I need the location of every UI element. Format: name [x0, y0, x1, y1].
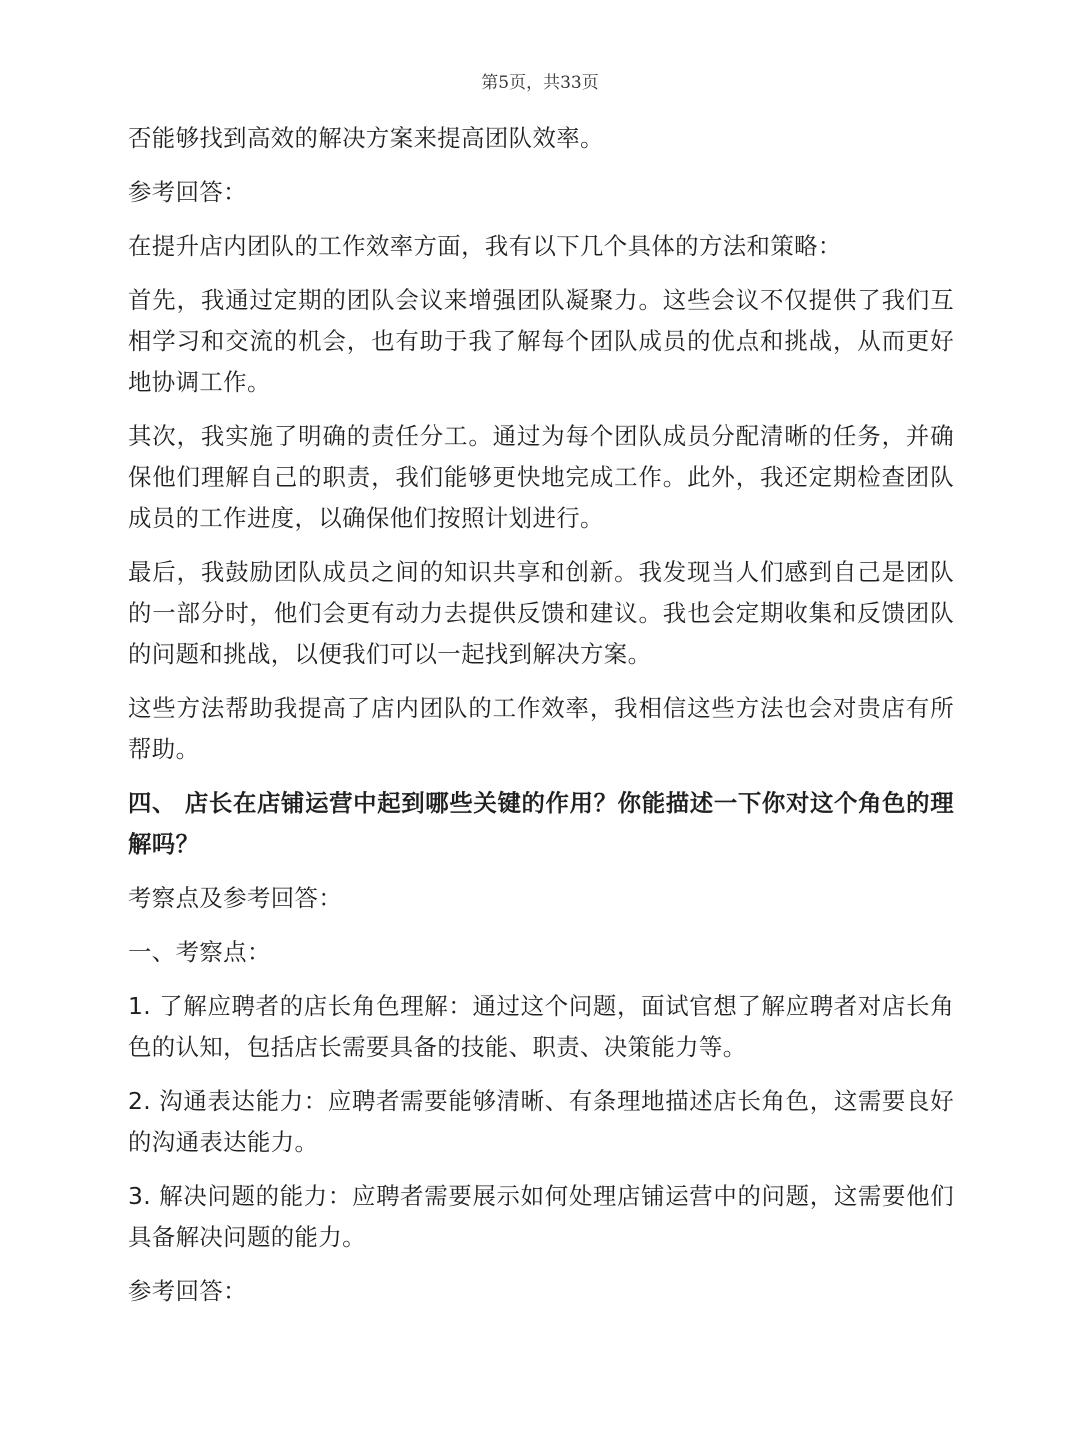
- answer-conclusion: 这些方法帮助我提高了店内团队的工作效率，我相信这些方法也会对贵店有所帮助。: [128, 694, 954, 763]
- page-indicator: 第5页，共33页: [481, 73, 599, 93]
- answer-third-point: 最后，我鼓励团队成员之间的知识共享和创新。我发现当人们感到自己是团队的一部分时，他们会更有动力去提供反馈和建议。我也会定期收集和反馈团队的问题和挑战，以便我们可以一起找到解决方案。: [128, 558, 954, 668]
- answer-intro: 在提升店内团队的工作效率方面，我有以下几个具体的方法和策略：: [128, 232, 842, 260]
- assessment-label: 考察点及参考回答：: [128, 884, 343, 912]
- paragraph-continuation: 否能够找到高效的解决方案来提高团队效率。: [128, 124, 604, 152]
- answer-second-point: 其次，我实施了明确的责任分工。通过为每个团队成员分配清晰的任务，并确保他们理解自己的职责，我们能够更快地完成工作。此外，我还定期检查团队成员的工作进度，以确保他们按照计划进行。: [128, 422, 954, 532]
- question-heading-4: 四、 店长在店铺运营中起到哪些关键的作用？你能描述一下你对这个角色的理解吗？: [128, 789, 954, 858]
- reference-answer-label-2: 参考回答：: [128, 1277, 247, 1305]
- assessment-points-heading: 一、考察点：: [128, 938, 271, 966]
- assessment-point-3: 3. 解决问题的能力：应聘者需要展示如何处理店铺运营中的问题，这需要他们具备解决问题的能力。: [128, 1182, 954, 1251]
- document-body: [128, 118, 954, 1325]
- assessment-point-1: 1. 了解应聘者的店长角色理解：通过这个问题，面试官想了解应聘者对店长角色的认知，包括店长需要具备的技能、职责、决策能力等。: [128, 992, 954, 1061]
- reference-answer-label: 参考回答：: [128, 178, 247, 206]
- assessment-point-2: 2. 沟通表达能力：应聘者需要能够清晰、有条理地描述店长角色，这需要良好的沟通表达能力。: [128, 1087, 954, 1156]
- answer-first-point: 首先，我通过定期的团队会议来增强团队凝聚力。这些会议不仅提供了我们互相学习和交流的机会，也有助于我了解每个团队成员的优点和挑战，从而更好地协调工作。: [128, 286, 954, 396]
